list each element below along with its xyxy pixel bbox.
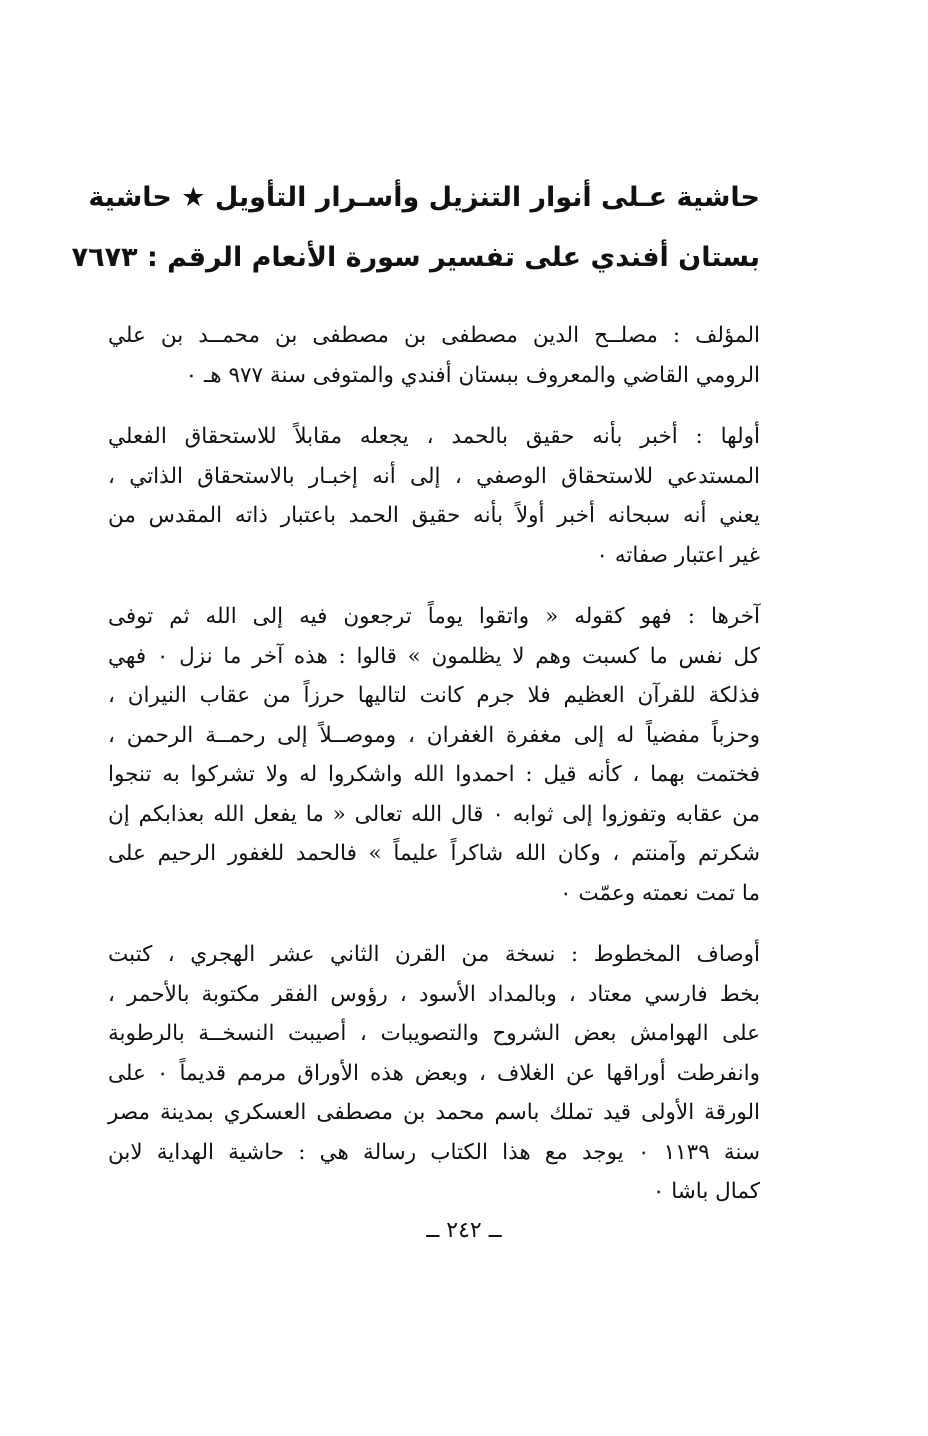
incipit-paragraph (108, 417, 760, 575)
page-content (71, 168, 761, 1234)
text-line: كل نفس ما كسبت وهم لا يظلمون » قالوا : هذه آخر ما نزل ٠ فهي (108, 643, 760, 669)
text-line: ما تمت نعمته وعمّت ٠ (559, 880, 760, 906)
text-line: أوصاف المخطوط : نسخة من القرن الثاني عشر الهجري ، كتبت (108, 942, 760, 967)
text-line: أولها : أخبر بأنه حقيق بالحمد ، يجعله مقابلاً للاستحقاق الفعلي (108, 424, 760, 449)
text-line: الورقة الأولى قيد تملك باسم محمد بن مصطفى العسكري بمدينة مصر (108, 1100, 760, 1125)
text-line: بخط فارسي معتاد ، وبالمداد الأسود ، رؤوس الفقر مكتوبة بالأحمر ، (108, 981, 760, 1007)
text-line: يعني أنه سبحانه أخبر أولاً بأنه حقيق الحمد باعتبار ذاته المقدس من (108, 503, 760, 528)
text-line: سنة ١١٣٩ ٠ يوجد مع هذا الكتاب رسالة هي : حاشية الهداية لابن (108, 1139, 760, 1165)
text-line: كمال باشا ٠ (652, 1179, 760, 1204)
text-line: على الهوامش بعض الشروح والتصويبات ، أصيبت النسخــة بالرطوبة (108, 1021, 760, 1046)
title-line-1: حاشية عـلى أنوار التنزيل وأسـرار التأويل ★ حاشية (88, 182, 760, 213)
text-line: المؤلف : مصلــح الدين مصطفى بن مصطفى بن محمــد بن علي (108, 323, 760, 348)
title-line-2: بستان أفندي على تفسير سورة الأنعام الرقم : ٧٦٧٣ (71, 242, 760, 273)
text-line: وحزباً مفضياً له إلى مغفرة الغفران ، وموصــلاً إلى رحمــة الرحمن ، (108, 722, 760, 748)
text-line: شكرتم وآمنتم ، وكان الله شاكراً عليماً » فالحمد للغفور الرحيم على (108, 841, 760, 866)
text-line: وانفرطت أوراقها عن الغلاف ، وبعض هذه الأوراق مرمم قديماً ٠ على (108, 1060, 761, 1086)
text-line: فذلكة للقرآن العظيم فلا جرم كانت لتاليها حرزاً من عقاب النيران ، (108, 683, 760, 708)
text-line: آخرها : فهو كقوله « واتقوا يوماً ترجعون فيه إلى الله ثم توفى (108, 604, 760, 629)
author-paragraph (108, 316, 760, 395)
text-line: الرومي القاضي والمعروف ببستان أفندي والمتوفى سنة ٩٧٧ هـ ٠ (185, 362, 760, 388)
text-line: غير اعتبار صفاته ٠ (596, 542, 760, 568)
page-title (71, 168, 760, 288)
text-line: المستدعي للاستحقاق الوصفي ، إلى أنه إخبـار بالاستحقاق الذاتي ، (108, 463, 760, 489)
text-line: من عقابه وتفوزوا إلى ثوابه ٠ قال الله تعالى « ما يفعل الله بعذابكم إن (108, 801, 760, 827)
page-number: ــ ٢٤٢ ــ (426, 1218, 502, 1243)
text-line: فختمت بهما ، كأنه قيل : احمدوا الله واشكروا له ولا تشركوا به تنجوا (108, 762, 760, 787)
manuscript-description-paragraph (108, 935, 760, 1212)
explicit-paragraph (108, 597, 760, 913)
